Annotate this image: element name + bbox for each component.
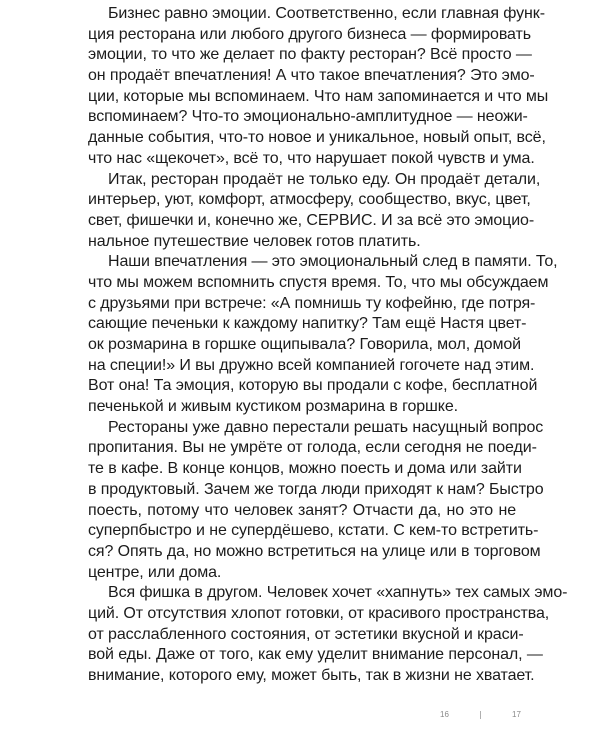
text-line: от расслабленного состояния, от эстетики вкусной и краси- [88, 625, 524, 643]
text-line: те в кафе. В конце концов, можно поесть и дома или зайти [88, 460, 522, 478]
text-line: поесть, потому что человек занят? Отчасти да, но это не [88, 501, 516, 519]
page-number-left: 16 [440, 710, 449, 719]
text-line: ций. От отсутствия хлопот готовки, от красивого пространства, [88, 604, 550, 622]
text-line: интерьер, уют, комфорт, атмосферу, сообщество, вкус, цвет, [88, 191, 531, 209]
text-line: ок розмарина в горшке ощипывала? Говорила, мол, домой [88, 336, 521, 353]
text-line: он продаёт впечатления! А что такое впечатления? Это эмо- [88, 67, 535, 85]
text-line: с друзьями при встрече: «А помнишь ту кофейню, где потря- [88, 294, 536, 312]
text-line: вспоминаем? Что-то эмоционально-амплитудное — неожи- [88, 108, 528, 126]
paragraph [88, 583, 568, 686]
body-text [88, 4, 568, 687]
text-line: что мы можем вспомнить спустя время. То, что мы обсуждаем [88, 273, 549, 291]
text-line: сающие печеньки к каждому напитку? Там ещё Настя цвет- [88, 315, 527, 333]
text-line: в продуктовый. Зачем же тогда люди приходят к нам? Быстро [88, 480, 544, 498]
text-line: Вот она! Та эмоция, которую вы продали с кофе, бесплатной [88, 377, 538, 395]
paragraph [88, 252, 558, 418]
paragraph [88, 4, 549, 170]
text-line: Вся фишка в другом. Человек хочет «хапнуть» тех самых эмо- [108, 584, 568, 602]
text-line: свет, фишечки и, конечно же, СЕРВИС. И за всё это эмоцио- [88, 211, 535, 229]
text-line: ся? Опять да, но можно встретиться на улице или в торговом [88, 542, 541, 560]
paragraph [88, 418, 544, 584]
paragraph [88, 170, 541, 253]
page-number-right: 17 [512, 710, 521, 719]
text-line: данные события, что-то новое и уникальное, новый опыт, всё, [88, 129, 546, 147]
text-line: Рестораны уже давно перестали решать насущный вопрос [108, 418, 544, 436]
text-line: Итак, ресторан продаёт не только еду. Он продаёт детали, [108, 170, 541, 188]
text-line: центре, или дома. [88, 563, 222, 581]
text-line: суперпбыстро и не супердёшево, кстати. С кем-то встретить- [88, 522, 539, 540]
text-line: на специи!» И вы дружно всей компанией гогочете над этим. [88, 356, 535, 374]
text-line: эмоции, то что же делает по факту ресторан? Всё просто — [88, 46, 532, 64]
text-line: ции, которые мы вспоминаем. Что нам запоминается и что мы [88, 87, 549, 105]
folio-separator [480, 711, 481, 719]
text-line: ция ресторана или любого другого бизнеса — формировать [88, 25, 531, 43]
text-line: печенькой и живым кустиком розмарина в горшке. [88, 398, 459, 416]
text-line: Бизнес равно эмоции. Соответственно, если главная функ- [108, 5, 545, 22]
text-line: пропитания. Вы не умрёте от голода, если сегодня не поеди- [88, 439, 537, 457]
text-line: внимание, которого ему, может быть, так в жизни не хватает. [88, 667, 535, 684]
text-line: нальное путешествие человек готов платить. [88, 232, 421, 250]
text-line: Наши впечатления — это эмоциональный след в памяти. То, [108, 253, 558, 271]
text-line: вой еды. Даже от того, как ему уделит внимание персонал, — [88, 646, 543, 664]
text-line: что нас «щекочет», всё то, что нарушает покой чувств и ума. [88, 149, 535, 167]
